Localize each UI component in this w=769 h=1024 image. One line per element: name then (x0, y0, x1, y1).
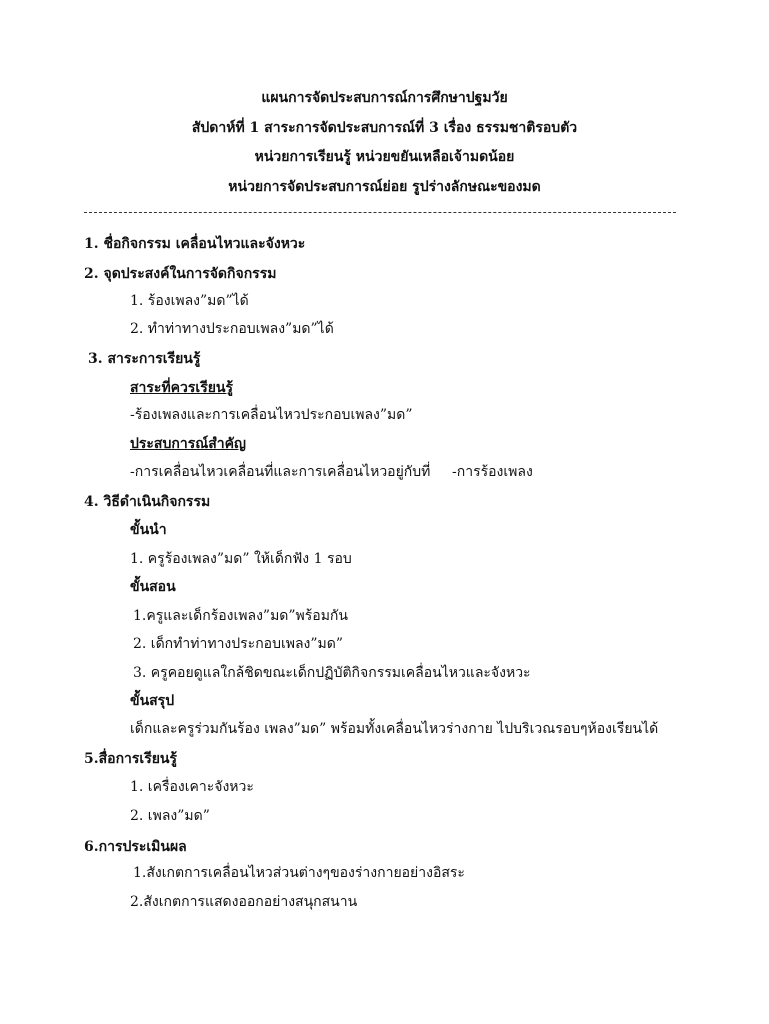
learning-content-heading: สาระที่ควรเรียนรู้ (130, 380, 234, 396)
intro-step-heading: ขั้นนำ (130, 522, 167, 538)
evaluation-item: 2.สังเกตการแสดงออกอย่างสนุกสนาน (130, 894, 358, 910)
section-1-title: 1. ชื่อกิจกรรม เคลื่อนไหวและจังหวะ (84, 236, 306, 252)
summary-step-text: เด็กและครูร่วมกันร้อง เพลง”มด” พร้อมทั้งเคลื่อนไหวร่างกาย ไปบริเวณรอบๆห้องเรียนได้ (130, 721, 659, 737)
learning-content-text: -ร้องเพลงและการเคลื่อนไหวประกอบเพลง”มด” (130, 407, 413, 423)
section-4-title: 4. วิธีดำเนินกิจกรรม (84, 494, 211, 510)
intro-step-text: 1. ครูร้องเพลง”มด” ให้เด็กฟัง 1 รอบ (130, 551, 352, 567)
unit-line: หน่วยการเรียนรู้ หน่วยขยันเหลือเจ้ามดน้อย (254, 149, 515, 165)
teach-step-item: 1.ครูและเด็กร้องเพลง”มด”พร้อมกัน (133, 608, 348, 624)
teach-step-heading: ขั้นสอน (130, 579, 176, 595)
evaluation-item: 1.สังเกตการเคลื่อนไหวส่วนต่างๆของร่างกายอย่างอิสระ (133, 865, 465, 881)
summary-step-heading: ขั้นสรุป (130, 693, 175, 709)
objective-item: 2. ทำท่าทางประกอบเพลง”มด”ได้ (130, 321, 334, 337)
section-5-title: 5.สื่อการเรียนรู้ (84, 751, 178, 767)
objective-item: 1. ร้องเพลง”มด”ได้ (130, 293, 249, 309)
key-experience-text: -การร้องเพลง (452, 464, 533, 480)
section-6-title: 6.การประเมินผล (84, 839, 187, 855)
doc-title: แผนการจัดประสบการณ์การศึกษาปฐมวัย (261, 90, 508, 106)
media-item: 1. เครื่องเคาะจังหวะ (130, 779, 254, 795)
section-3-title: 3. สาระการเรียนรู้ (88, 351, 201, 367)
section-2-title: 2. จุดประสงค์ในการจัดกิจกรรม (84, 266, 277, 282)
subunit-line: หน่วยการจัดประสบการณ์ย่อย รูปร่างลักษณะของมด (228, 179, 541, 195)
teach-step-item: 3. ครูคอยดูแลใกล้ชิดขณะเด็กปฏิบัติกิจกรรมเคลื่อนไหวและจังหวะ (133, 665, 531, 681)
key-experience-heading: ประสบการณ์สำคัญ (130, 436, 246, 452)
media-item: 2. เพลง”มด” (130, 808, 210, 824)
teach-step-item: 2. เด็กทำท่าทางประกอบเพลง”มด” (133, 636, 344, 652)
week-line: สัปดาห์ที่ 1 สาระการจัดประสบการณ์ที่ 3 เรื่อง ธรรมชาติรอบตัว (191, 120, 578, 136)
key-experience-text: -การเคลื่อนไหวเคลื่อนที่และการเคลื่อนไหวอยู่กับที่ (130, 464, 431, 480)
dashed-divider (84, 212, 676, 213)
